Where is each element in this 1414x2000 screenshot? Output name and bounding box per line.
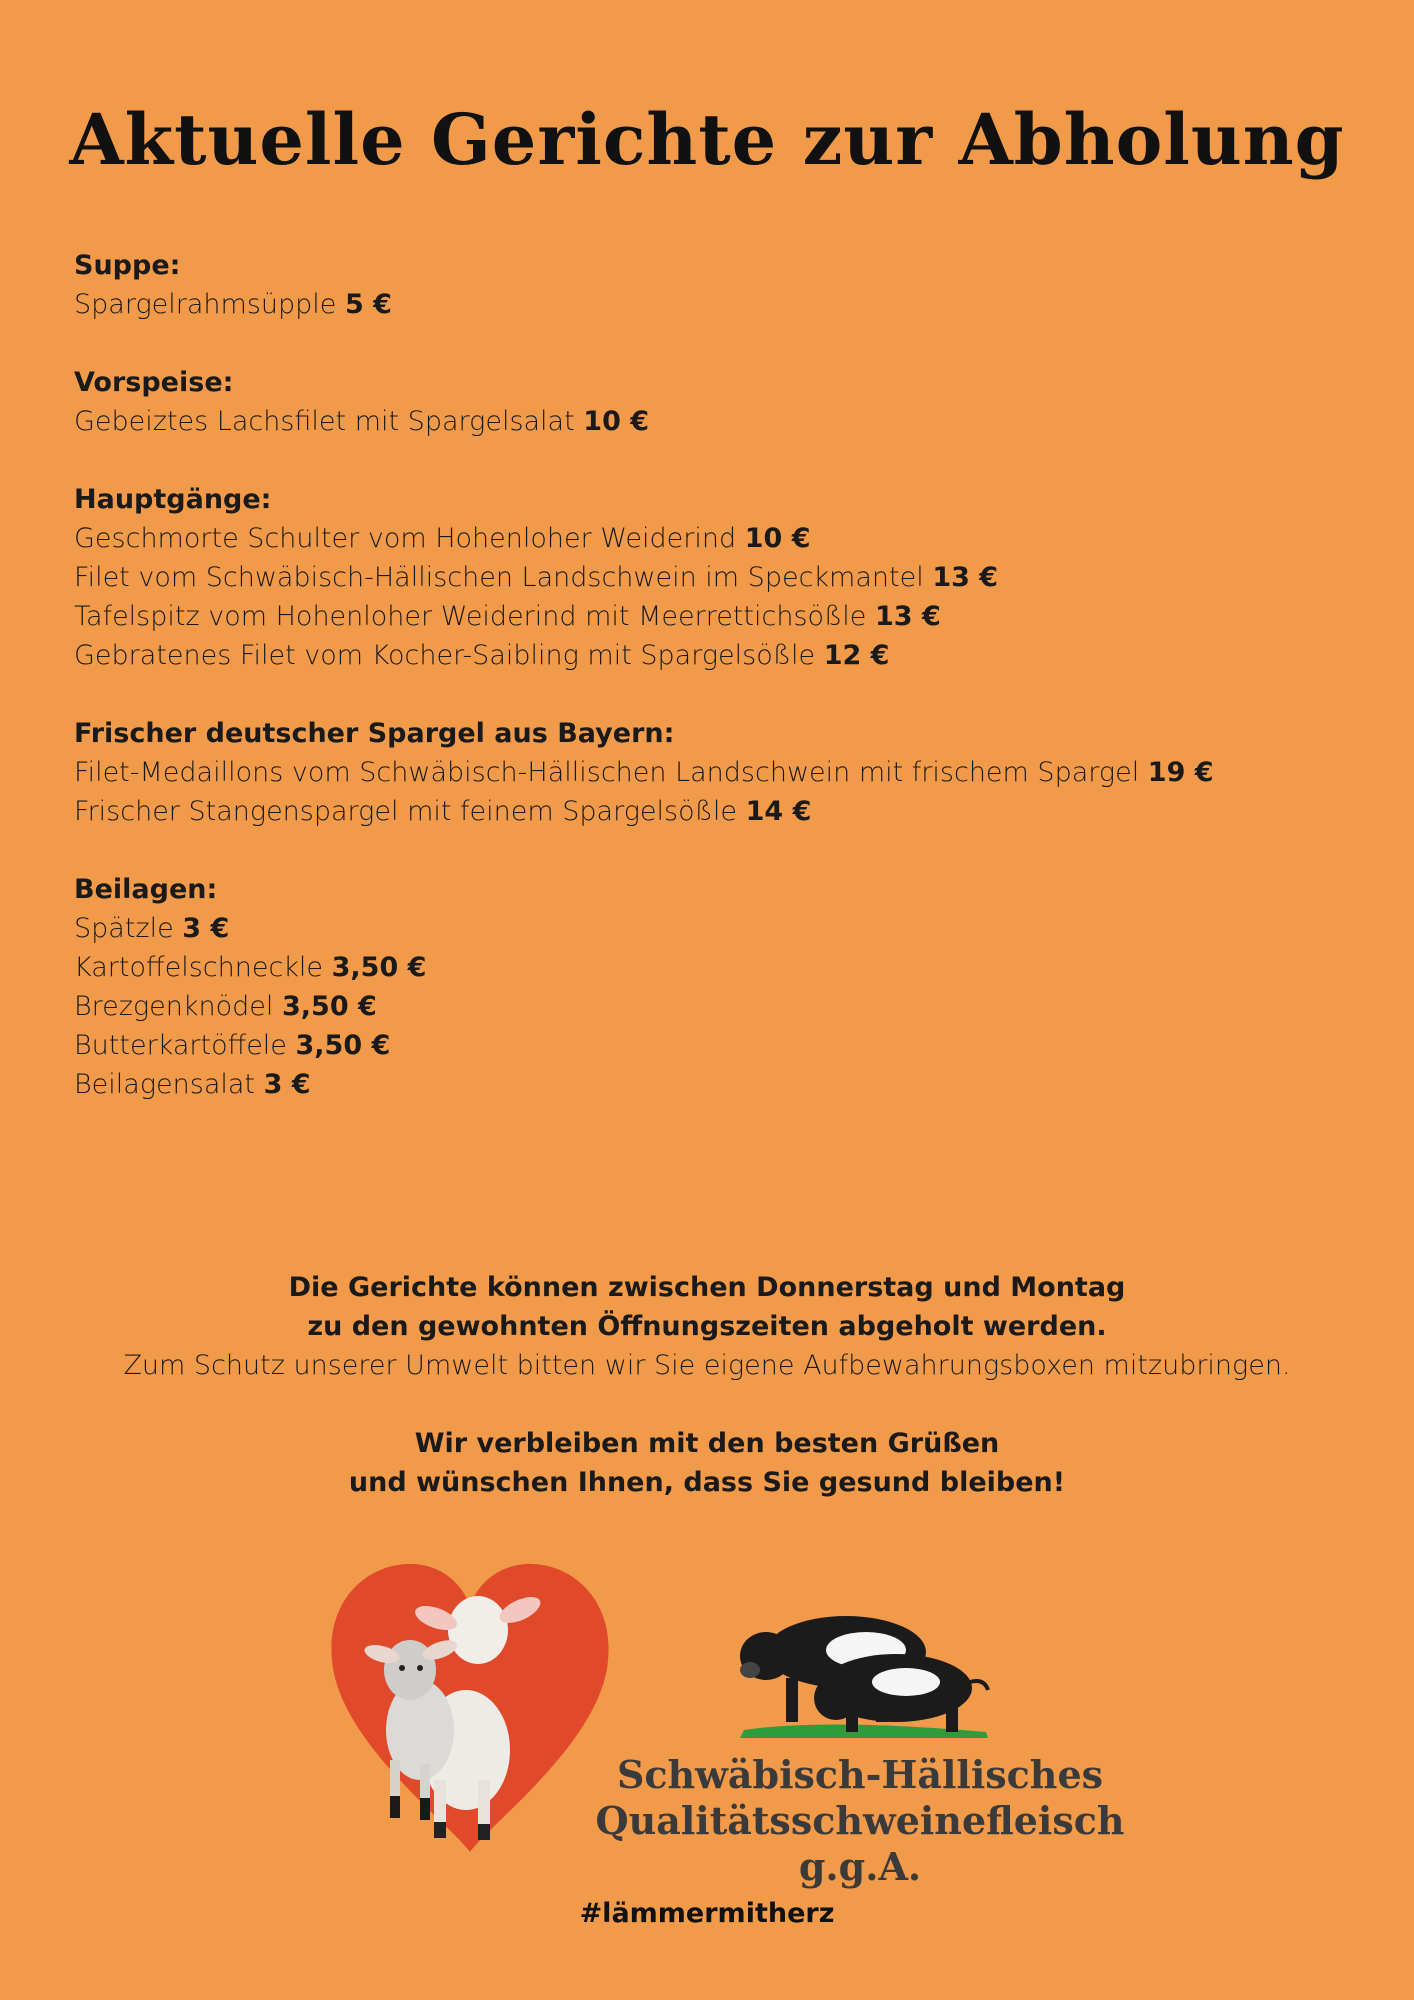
menu-section [74,714,1334,831]
menu-item-price: 3 € [182,913,230,944]
menu-item-name: Tafelspitz vom Hohenloher Weiderind mit Meerrettichsößle [74,601,867,632]
page-title: Aktuelle Gerichte zur Abholung [69,98,1345,181]
menu-section [74,363,1334,441]
menu-item [74,597,1334,636]
section-title: Beilagen: [74,874,218,905]
pigs-icon [726,1590,998,1740]
menu-section [74,480,1334,675]
greeting-line-2: und wünschen Ihnen, dass Sie gesund bleiben! [348,1467,1066,1498]
menu-item-price: 3,50 € [331,952,427,983]
menu-item [74,558,1334,597]
menu-item-price: 3,50 € [282,991,377,1022]
menu-section [74,246,1334,324]
menu-item-name: Frischer Stangenspargel mit feinem Spargelsößle [74,796,737,827]
menu-item [74,792,1334,831]
menu-item-name: Spargelrahmsüpple [74,289,337,320]
notice-line-2: zu den gewohnten Öffnungszeiten abgeholt werden. [307,1311,1107,1342]
greeting-line-1: Wir verbleiben mit den besten Grüßen [414,1428,1000,1459]
menu-item-name: Geschmorte Schulter vom Hohenloher Weiderind [74,523,737,554]
menu-item [74,519,1334,558]
menu-item-price: 13 € [875,601,941,632]
section-title: Frischer deutscher Spargel aus Bayern: [74,718,675,749]
brand-logo-text [540,1752,1180,1890]
section-title: Vorspeise: [74,367,234,398]
hashtag: #lämmermitherz [579,1898,835,1929]
menu-item-name: Spätzle [74,913,174,944]
menu-item-name: Filet-Medaillons vom Schwäbisch-Hällischen Landschwein mit frischem Spargel [74,757,1140,788]
menu-item [74,909,1334,948]
menu-item [74,1026,1334,1065]
brand-line-1: Schwäbisch-Hällisches [616,1752,1104,1797]
menu-item [74,402,1334,441]
menu-item-price: 14 € [745,796,812,827]
pickup-notice [0,1268,1414,1502]
section-title: Hauptgänge: [74,484,272,515]
menu-item [74,636,1334,675]
menu-item-name: Gebratenes Filet vom Kocher-Saibling mit Spargelsößle [74,640,816,671]
menu-item-price: 3 € [263,1069,311,1100]
menu-item-price: 12 € [823,640,890,671]
menu-section [74,870,1334,1104]
menu-item-name: Beilagensalat [74,1069,256,1100]
menu-item-price: 10 € [744,523,811,554]
menu-item-price: 10 € [583,406,650,437]
menu-item-name: Kartoffelschneckle [74,952,324,983]
menu-item [74,753,1334,792]
menu-item-name: Brezgenknödel [74,991,274,1022]
menu-item [74,987,1334,1026]
section-title: Suppe: [74,250,181,281]
menu-item [74,285,1334,324]
menu-item [74,948,1334,987]
menu-item-price: 13 € [932,562,999,593]
menu-item-price: 19 € [1147,757,1214,788]
notice-line-1: Die Gerichte können zwischen Donnerstag und Montag [288,1272,1126,1303]
menu-item-price: 3,50 € [295,1030,391,1061]
menu-item-name: Filet vom Schwäbisch-Hällischen Landschwein im Speckmantel [74,562,924,593]
menu-item [74,1065,1334,1104]
menu-item-price: 5 € [345,289,392,320]
menu-item-name: Gebeiztes Lachsfilet mit Spargelsalat [74,406,575,437]
menu-list [74,246,1334,1143]
brand-line-2: Qualitätsschweinefleisch g.g.A. [595,1798,1125,1889]
menu-item-name: Butterkartöffele [74,1030,287,1061]
notice-line-3: Zum Schutz unserer Umwelt bitten wir Sie eigene Aufbewahrungsboxen mitzubringen. [123,1350,1291,1381]
